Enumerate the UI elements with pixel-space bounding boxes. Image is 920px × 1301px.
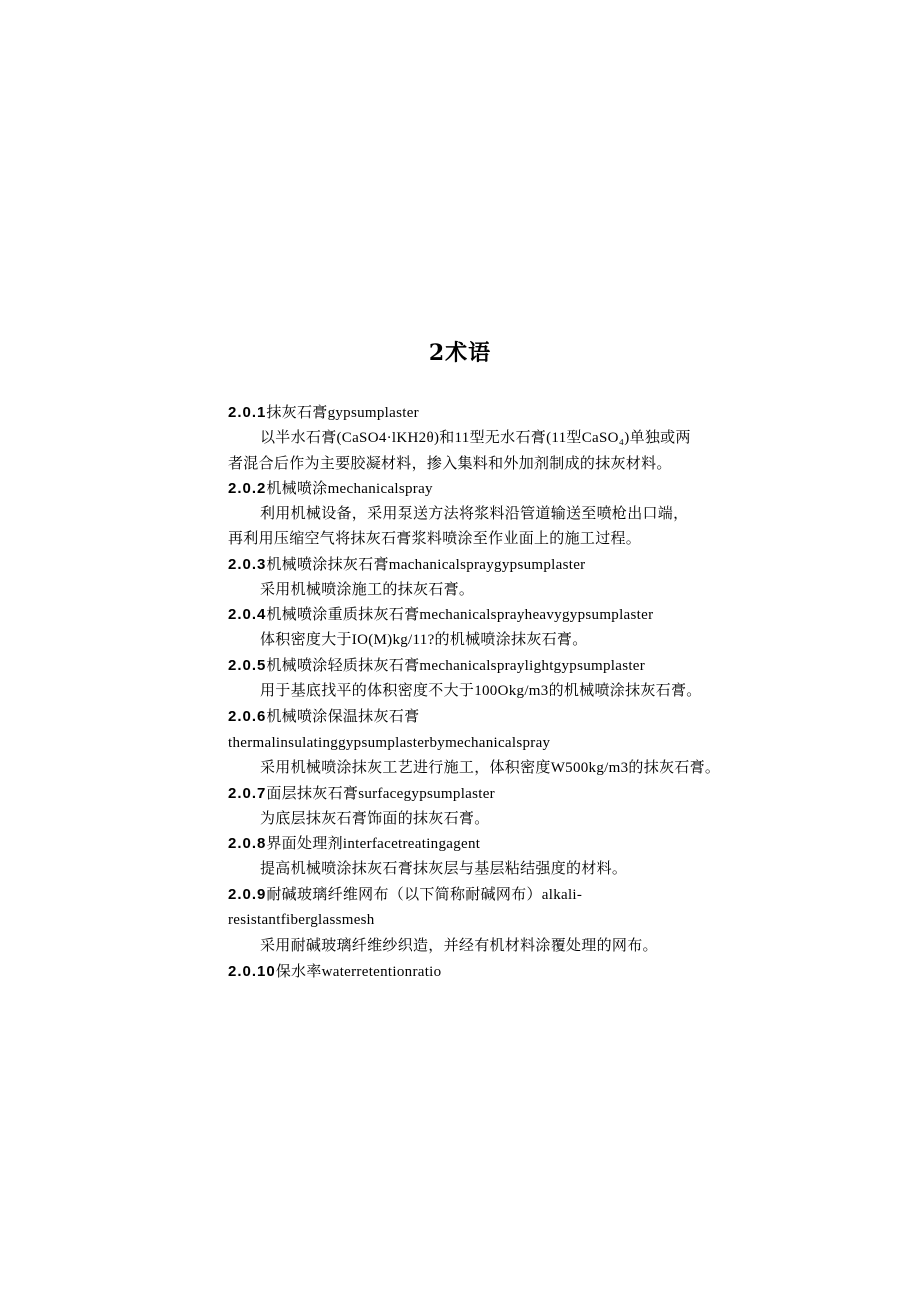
term-name-cn: 抹灰石膏: [266, 405, 328, 421]
term-name-en: alkali-: [541, 887, 583, 903]
term-name-en: mechanicalspraylightgypsumplaster: [419, 658, 646, 674]
term-heading: [228, 555, 585, 575]
term-number: 2.0.5: [228, 657, 267, 674]
term-name-cn: 面层抹灰石膏: [266, 786, 359, 802]
term-name-en: surfacegypsumplaster: [358, 786, 495, 802]
definition-line: 提高机械喷涂抹灰石膏抹灰层与基层粘结强度的材料。: [260, 861, 628, 877]
term-name-cn: 保水率: [275, 964, 322, 980]
definition-line: 采用耐碱玻璃纤维纱织造，并经有机材料涂覆处理的网布。: [260, 938, 658, 954]
term-number: 2.0.6: [228, 708, 267, 725]
definition-line: 用于基底找平的体积密度不大于100Okg/m3的机械喷涂抹灰石膏。: [260, 683, 702, 699]
definition-line: 采用机械喷涂抹灰工艺进行施工，体积密度W500kg/m3的抹灰石膏。: [260, 760, 721, 776]
definition-line: 采用机械喷涂施工的抹灰石膏。: [260, 582, 475, 598]
term-heading: [228, 885, 582, 905]
term-number: 2.0.7: [228, 785, 267, 802]
term-heading: [228, 834, 480, 854]
term-name-cn: 机械喷涂重质抹灰石膏: [266, 607, 420, 623]
term-name-en-continued: resistantfiberglassmesh: [228, 912, 375, 928]
definition-line: 再利用压缩空气将抹灰石膏浆料喷涂至作业面上的施工过程。: [228, 531, 642, 547]
term-name-en: thermalinsulatinggypsumplasterbymechanicalspray: [228, 735, 551, 751]
definition-line: 者混合后作为主要胶凝材料，掺入集料和外加剂制成的抹灰材料。: [228, 456, 672, 472]
term-number: 2.0.2: [228, 480, 267, 497]
definition-line: 体积密度大于IO(M)kg/11?的机械喷涂抹灰石膏。: [260, 632, 588, 648]
term-heading: [228, 403, 419, 423]
term-number: 2.0.3: [228, 556, 267, 573]
term-name-cn: 机械喷涂: [266, 481, 328, 497]
term-name-en: mechanicalspray: [327, 481, 433, 497]
term-name-en: gypsumplaster: [327, 405, 419, 421]
term-number: 2.0.9: [228, 886, 267, 903]
chapter-title: 2术语: [428, 340, 492, 366]
term-name-cn: 机械喷涂轻质抹灰石膏: [266, 658, 420, 674]
term-name-cn: 界面处理剂: [266, 836, 343, 852]
term-heading: [228, 784, 495, 804]
term-name-en: interfacetreatingagent: [342, 836, 481, 852]
term-number: 2.0.8: [228, 835, 267, 852]
term-name-en: mechanicalsprayheavygypsumplaster: [419, 607, 654, 623]
term-name-cn: 耐碱玻璃纤维网布（以下简称耐碱网布）: [266, 887, 542, 903]
term-name-cn: 机械喷涂保温抹灰石膏: [266, 709, 420, 725]
term-name-en: waterretentionratio: [321, 964, 442, 980]
term-number: 2.0.4: [228, 606, 267, 623]
term-name-cn: 机械喷涂抹灰石膏: [266, 557, 389, 573]
definition-line: 利用机械设备，采用泵送方法将浆料沿管道输送至喷枪出口端，: [260, 506, 689, 522]
term-heading: [228, 962, 441, 982]
term-heading: [228, 707, 419, 727]
term-name-en: machanicalspraygypsumplaster: [388, 557, 586, 573]
term-number: 2.0.10: [228, 963, 276, 980]
term-heading: [228, 605, 653, 625]
term-heading: [228, 656, 645, 676]
definition-line: 以半水石膏(CaSO4·lKH2θ)和11型无水石膏(11型CaSO₄)单独或两: [260, 430, 691, 446]
definition-line: 为底层抹灰石膏饰面的抹灰石膏。: [260, 811, 490, 827]
term-heading: [228, 479, 433, 499]
term-number: 2.0.1: [228, 404, 267, 421]
